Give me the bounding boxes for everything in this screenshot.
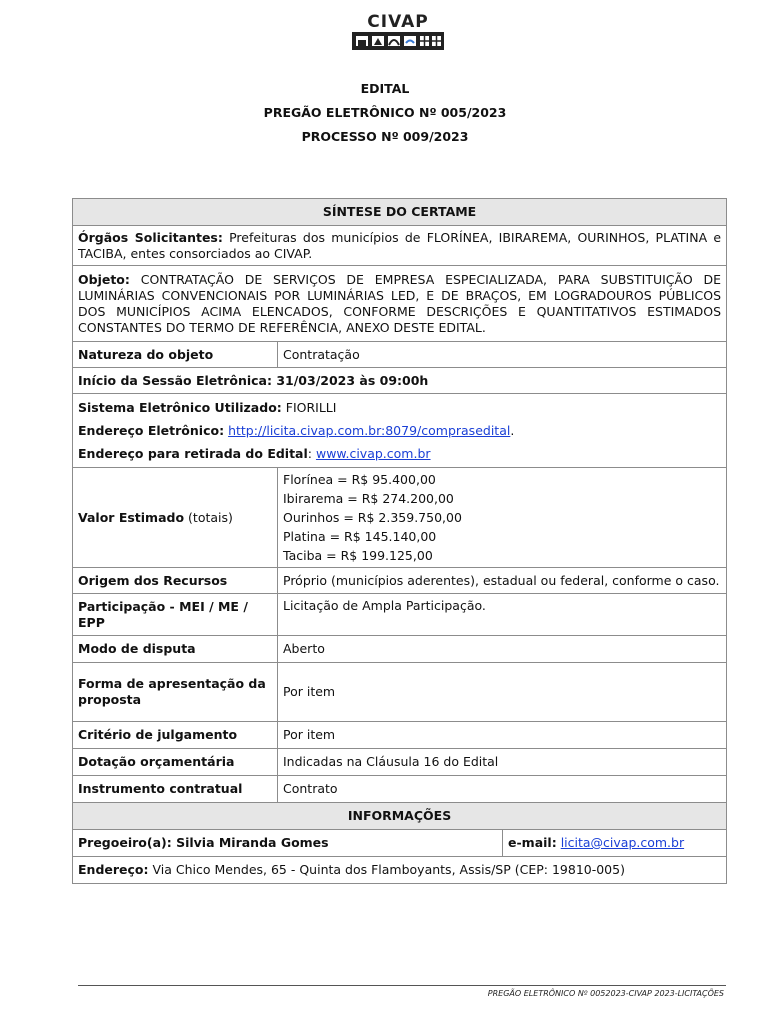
valor-list xyxy=(278,468,727,568)
sistema-label: Sistema Eletrônico Utilizado: xyxy=(78,400,282,415)
instrumento-value: Contrato xyxy=(278,776,727,803)
valor-platina: Platina = R$ 145.140,00 xyxy=(283,529,437,544)
valor-taciba: Taciba = R$ 199.125,00 xyxy=(283,548,433,563)
sistema-value: FIORILLI xyxy=(281,400,337,415)
criterio-value: Por item xyxy=(278,722,727,749)
endereco-eletronico-line: Endereço Eletrônico: http://licita.civap.com.br:8079/comprasedital. xyxy=(78,423,515,438)
valor-ourinhos: Ourinhos = R$ 2.359.750,00 xyxy=(283,510,462,525)
endereco-label: Endereço: xyxy=(78,862,149,877)
valor-label: Valor Estimado xyxy=(78,509,185,525)
forma-label: Forma de apresentação da proposta xyxy=(73,663,278,722)
email-link[interactable]: licita@civap.com.br xyxy=(560,835,685,850)
origem-value: Próprio (municípios aderentes), estadual ou federal, conforme o caso. xyxy=(278,568,727,594)
synthesis-table xyxy=(72,198,727,884)
footer-divider xyxy=(78,985,726,986)
endereco-eletronico-label: Endereço Eletrônico: xyxy=(78,423,225,438)
info-title: INFORMAÇÕES xyxy=(73,803,727,830)
civap-site-link[interactable]: www.civap.com.br xyxy=(315,446,431,461)
endereco-retirada-line: Endereço para retirada do Edital: www.civap.com.br xyxy=(78,446,431,461)
objeto-label: Objeto: xyxy=(78,271,130,287)
instrumento-label: Instrumento contratual xyxy=(73,776,278,803)
valor-ibirarema: Ibirarema = R$ 274.200,00 xyxy=(283,491,454,506)
orgaos-row xyxy=(73,226,727,266)
footer-text: PREGÃO ELETRÔNICO Nº 0052023-CIVAP 2023-LICITAÇÕES xyxy=(487,989,724,998)
dotacao-value: Indicadas na Cláusula 16 do Edital xyxy=(278,749,727,776)
endereco-value: Via Chico Mendes, 65 - Quinta dos Flamboyants, Assis/SP (CEP: 19810-005) xyxy=(148,862,625,877)
modo-value: Aberto xyxy=(278,636,727,663)
session-start: Início da Sessão Eletrônica: 31/03/2023 às 09:00h xyxy=(73,368,727,394)
email-label: e-mail: xyxy=(508,835,557,850)
objeto-row xyxy=(73,266,727,342)
valor-label-cell xyxy=(73,468,278,568)
participacao-value: Licitação de Ampla Participação. xyxy=(278,594,727,636)
sistema-line xyxy=(78,396,721,419)
forma-value: Por item xyxy=(278,663,727,722)
criterio-label: Critério de julgamento xyxy=(73,722,278,749)
electronic-info xyxy=(73,394,727,468)
logo-text: CIVAP xyxy=(367,12,429,32)
civap-logo xyxy=(348,14,448,52)
origem-label: Origem dos Recursos xyxy=(73,568,278,594)
document-title: EDITAL xyxy=(360,81,410,96)
pregao-number: PREGÃO ELETRÔNICO Nº 005/2023 xyxy=(263,105,507,120)
participacao-label: Participação - MEI / ME / EPP xyxy=(73,594,278,636)
objeto-value: CONTRATAÇÃO DE SERVIÇOS DE EMPRESA ESPECIALIZADA, PARA SUBSTITUIÇÃO DE LUMINÁRIAS CONVENCIONAIS POR LUMINÁRIAS LED, E DE BRAÇOS, EM LOGRADOUROS PÚBLICOS DOS MUNICÍPIOS ACIMA ELENCADOS, CONFORME DESCRIÇÕES E QUANTITATIVOS ESTIMADOS CONSTANTES DO TERMO DE REFERÊNCIA, ANEXO DESTE EDITAL. xyxy=(78,271,722,335)
valor-suffix: (totais) xyxy=(184,509,233,525)
processo-number: PROCESSO Nº 009/2023 xyxy=(301,129,469,144)
pregoeiro: Pregoeiro(a): Silvia Miranda Gomes xyxy=(73,830,503,857)
section-title: SÍNTESE DO CERTAME xyxy=(73,199,727,226)
endereco-row xyxy=(73,857,727,884)
modo-label: Modo de disputa xyxy=(73,636,278,663)
dotacao-label: Dotação orçamentária xyxy=(73,749,278,776)
orgaos-label: Órgãos Solicitantes: xyxy=(78,229,223,245)
email-cell xyxy=(503,830,727,857)
valor-florinea: Florínea = R$ 95.400,00 xyxy=(283,472,436,487)
compras-edital-link[interactable]: http://licita.civap.com.br:8079/comprasedital xyxy=(228,423,511,438)
endereco-retirada-label: Endereço para retirada do Edital xyxy=(78,446,308,461)
natureza-value: Contratação xyxy=(278,342,727,368)
natureza-label: Natureza do objeto xyxy=(73,342,278,368)
orgaos-value: Prefeituras dos municípios de FLORÍNEA, IBIRAREMA, OURINHOS, PLATINA e TACIBA, entes consorciados ao CIVAP. xyxy=(78,229,722,261)
logo-icons xyxy=(352,31,444,51)
